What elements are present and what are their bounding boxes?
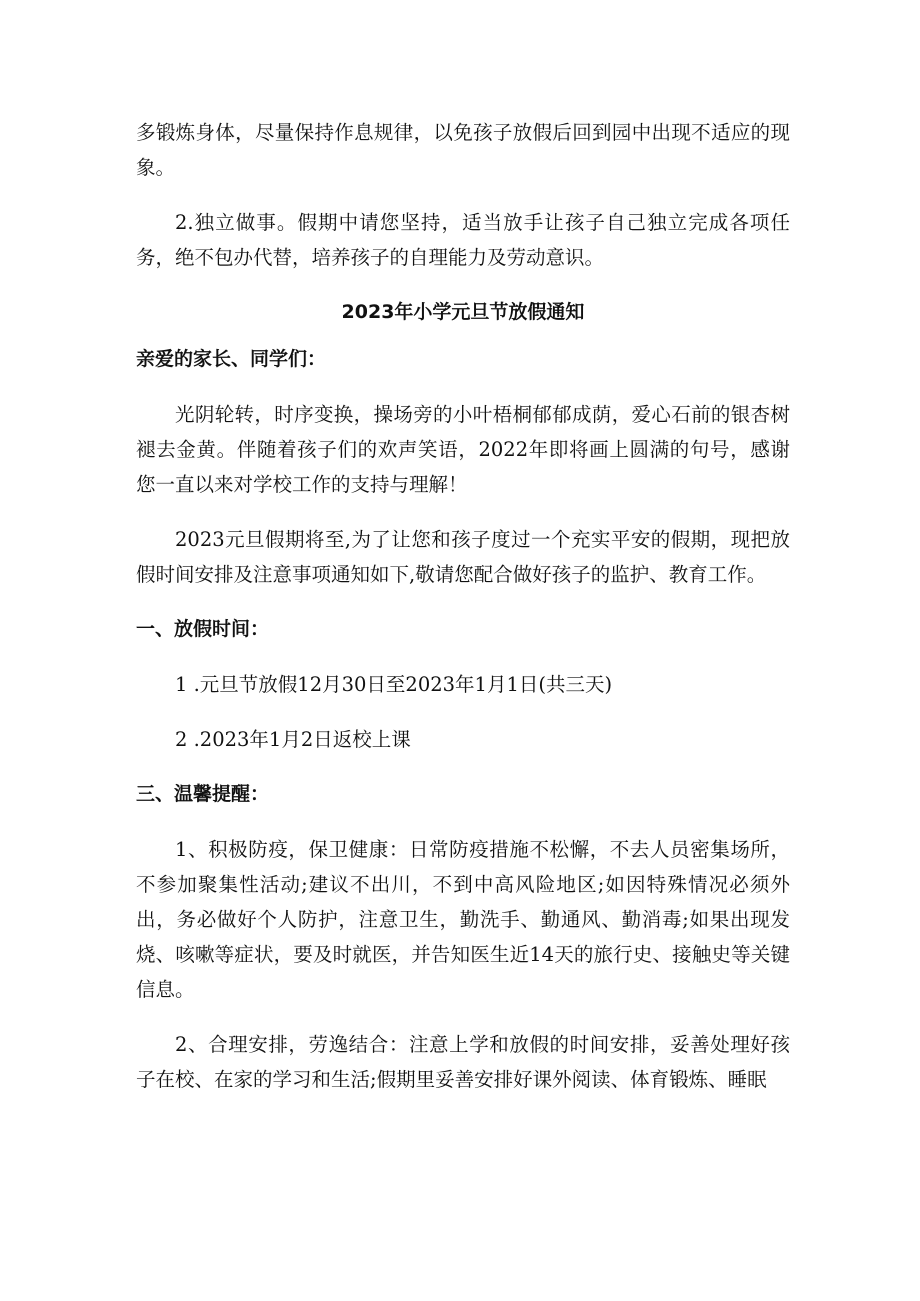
holiday-item-1: 1 .元旦节放假12月30日至2023年1月1日(共三天) (175, 673, 613, 696)
tip-2-paragraph: 2、合理安排，劳逸结合：注意上学和放假的时间安排，妥善处理好孩子在校、在家的学习和生活;假期里妥善安排好课外阅读、体育锻炼、睡眠 (136, 1033, 790, 1091)
continued-paragraph: 多锻炼身体，尽量保持作息规律，以免孩子放假后回到园中出现不适应的现象。 (136, 121, 790, 179)
salutation: 亲爱的家长、同学们： (136, 348, 327, 370)
document-body (136, 115, 790, 1097)
holiday-item-2: 2 .2023年1月2日返校上课 (175, 728, 411, 751)
notice-title: 2023年小学元旦节放假通知 (341, 301, 585, 323)
section-holiday-heading: 一、放假时间： (136, 618, 270, 640)
intro-paragraph: 光阴轮转，时序变换，操场旁的小叶梧桐郁郁成荫，爱心石前的银杏树褪去金黄。伴随着孩子们的欢声笑语，2022年即将画上圆满的句号，感谢您一直以来对学校工作的支持与理解！ (136, 403, 790, 496)
tip-independent-paragraph: 2.独立做事。假期中请您坚持，适当放手让孩子自己独立完成各项任务，绝不包办代替，培养孩子的自理能力及劳动意识。 (136, 211, 790, 269)
tip-1-paragraph: 1、积极防疫，保卫健康：日常防疫措施不松懈，不去人员密集场所，不参加聚集性活动;建议不出川，不到中高风险地区;如因特殊情况必须外出，务必做好个人防护，注意卫生，勤洗手、勤通风、勤消毒;如果出现发烧、咳嗽等症状，要及时就医，并告知医生近14天的旅行史、接触史等关键信息。 (136, 838, 790, 1001)
section-tips-heading: 三、温馨提醒： (136, 783, 270, 805)
purpose-paragraph: 2023元旦假期将至,为了让您和孩子度过一个充实平安的假期，现把放假时间安排及注意事项通知如下,敬请您配合做好孩子的监护、教育工作。 (136, 528, 790, 586)
